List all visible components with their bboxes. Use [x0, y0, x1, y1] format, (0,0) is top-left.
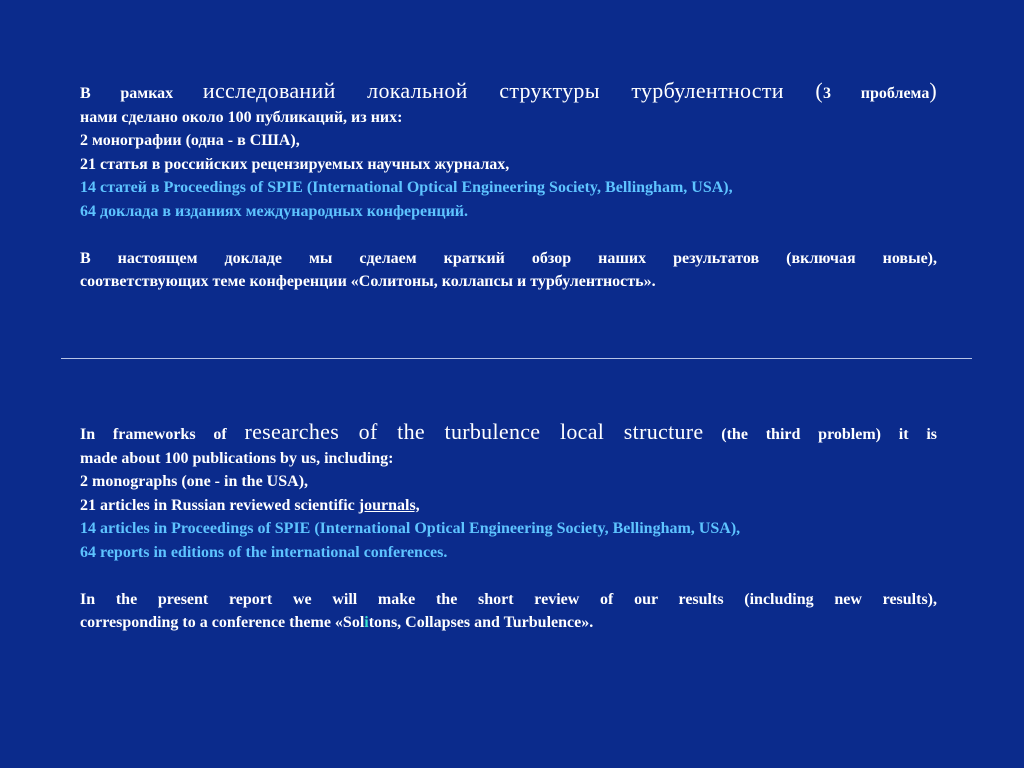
en-line1-suffix: (the third problem) it is [703, 426, 938, 443]
en-line-6: 64 reports in editions of the international conferences. [80, 543, 448, 561]
ru-para2-line-2: соответствующих теме конференции «Солитоны, коллапсы и турбулентность». [80, 273, 656, 290]
english-text-block [80, 420, 937, 635]
ru-line-1 [80, 79, 937, 106]
russian-text-block [80, 79, 937, 294]
ru-paragraph-gap [80, 223, 937, 247]
section-divider [61, 358, 972, 359]
en-line-2: made about 100 publications by us, including: [80, 449, 394, 467]
ru-line1-paren-open: ( [783, 78, 824, 103]
ru-para2-line-1: В настоящем докладе мы сделаем краткий обзор наших результатов (включая новые), [80, 249, 937, 267]
ru-line1-topic: исследований локальной структуры турбулентности [202, 78, 784, 103]
en-para2-text-c: tons, Collapses and Turbulence». [368, 614, 594, 631]
ru-line-5: 14 статей в Proceedings of SPIE (International Optical Engineering Society, Bellingham, USA), [80, 179, 733, 196]
ru-line-2: нами сделано около 100 публикаций, из них: [80, 108, 403, 126]
en-line4-text: 21 articles in Russian reviewed scientific [80, 496, 359, 514]
ru-line-6: 64 доклада в изданиях международных конференций. [80, 202, 468, 220]
ru-line-4: 21 статья в российских рецензируемых научных журналах, [80, 155, 510, 173]
en-line-3: 2 monographs (one - in the USA), [80, 473, 309, 490]
en-para2-text-a: corresponding to a conference theme «Sol [80, 614, 365, 631]
ru-line1-prefix: В рамках [80, 85, 203, 102]
en-line1-topic: researches of the turbulence local structure [244, 419, 704, 444]
en-para2-line-2 [80, 611, 937, 635]
en-paragraph-gap [80, 564, 937, 588]
ru-line1-problem: 3 проблема [823, 85, 930, 102]
en-line4-journals: journals, [358, 496, 420, 514]
en-line-4 [80, 494, 937, 518]
ru-line-3: 2 монографии (одна - в США), [80, 132, 300, 149]
ru-line1-paren-close: ) [929, 78, 937, 103]
en-line1-prefix: In frameworks of [80, 426, 245, 443]
en-line-1 [80, 420, 937, 447]
en-line-5: 14 articles in Proceedings of SPIE (International Optical Engineering Society, Bellingham, USA), [80, 520, 741, 537]
en-para2-line-1: In the present report we will make the short review of our results (including new results), [80, 590, 937, 608]
en-para2-accent-letter: i [364, 614, 369, 631]
